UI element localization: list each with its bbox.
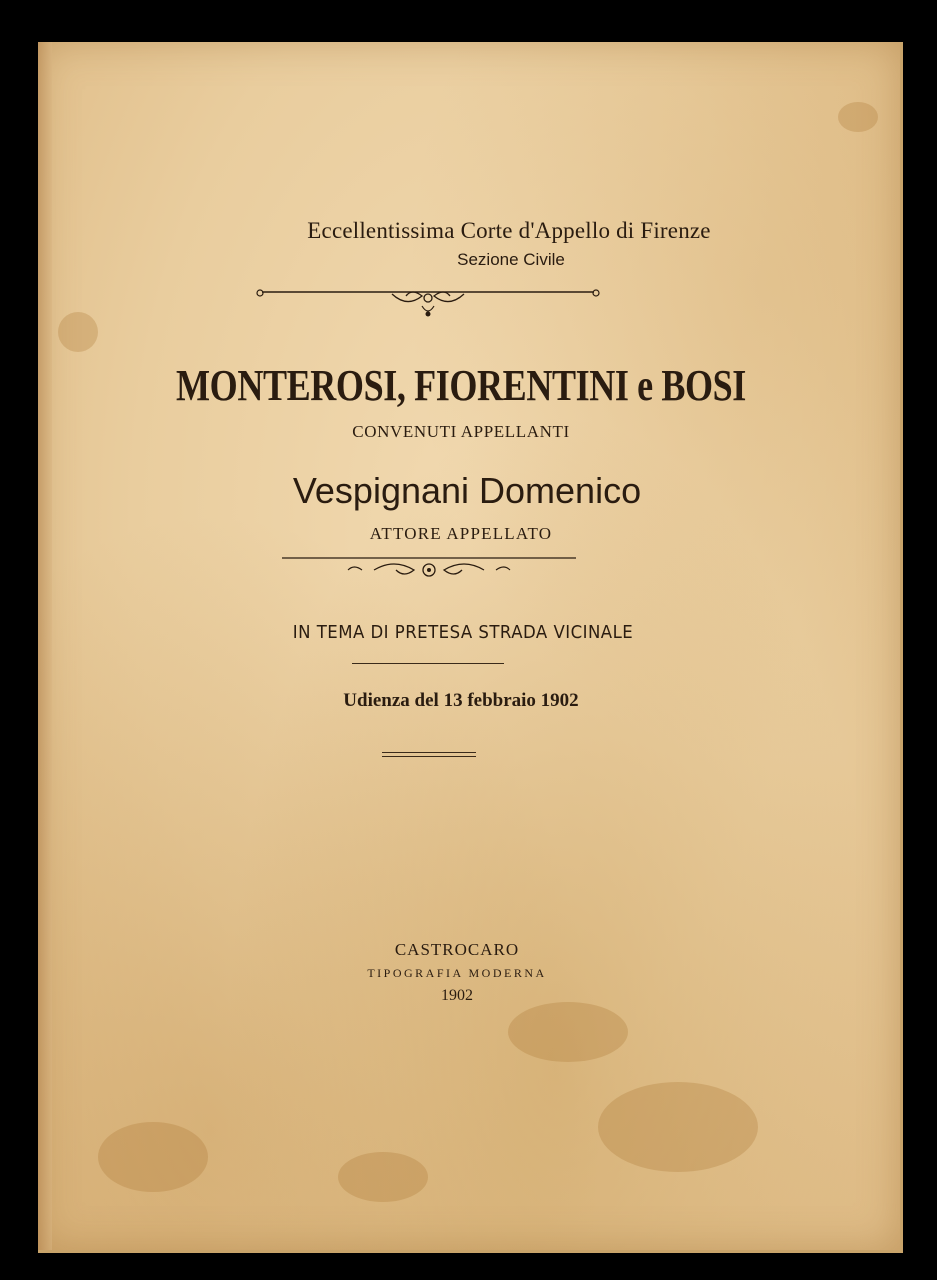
divider-rule <box>352 663 504 664</box>
court-section: Sezione Civile <box>457 250 565 269</box>
appellants-role: CONVENUTI APPELLANTI <box>352 422 570 441</box>
ornament-divider-top <box>252 280 604 322</box>
paper-stain <box>598 1082 758 1172</box>
respondent-name: Vespignani Domenico <box>292 470 642 511</box>
paper-stain <box>838 102 878 132</box>
printer-name: TIPOGRAFIA MODERNA <box>367 966 547 980</box>
ornament-divider-middle <box>282 552 576 584</box>
divider-rule-double <box>382 756 476 757</box>
court-name: Eccellentissima Corte d'Appello di Firenze <box>307 218 711 243</box>
document-subject: IN TEMA DI PRETESA STRADA VICINALE <box>292 622 634 643</box>
divider-rule-double <box>382 752 476 753</box>
respondent-role: ATTORE APPELLATO <box>369 524 553 543</box>
paper-stain <box>338 1152 428 1202</box>
publication-city: CASTROCARO <box>394 940 520 959</box>
appellants-names: MONTEROSI, FIORENTINI e BOSI <box>176 361 746 410</box>
paper-stain <box>508 1002 628 1062</box>
hearing-date: Udienza del 13 febbraio 1902 <box>343 690 579 711</box>
document-cover <box>38 42 903 1253</box>
paper-stain <box>58 312 98 352</box>
publication-year: 1902 <box>441 987 473 1004</box>
cover-spine <box>38 42 52 1250</box>
paper-stain <box>98 1122 208 1192</box>
